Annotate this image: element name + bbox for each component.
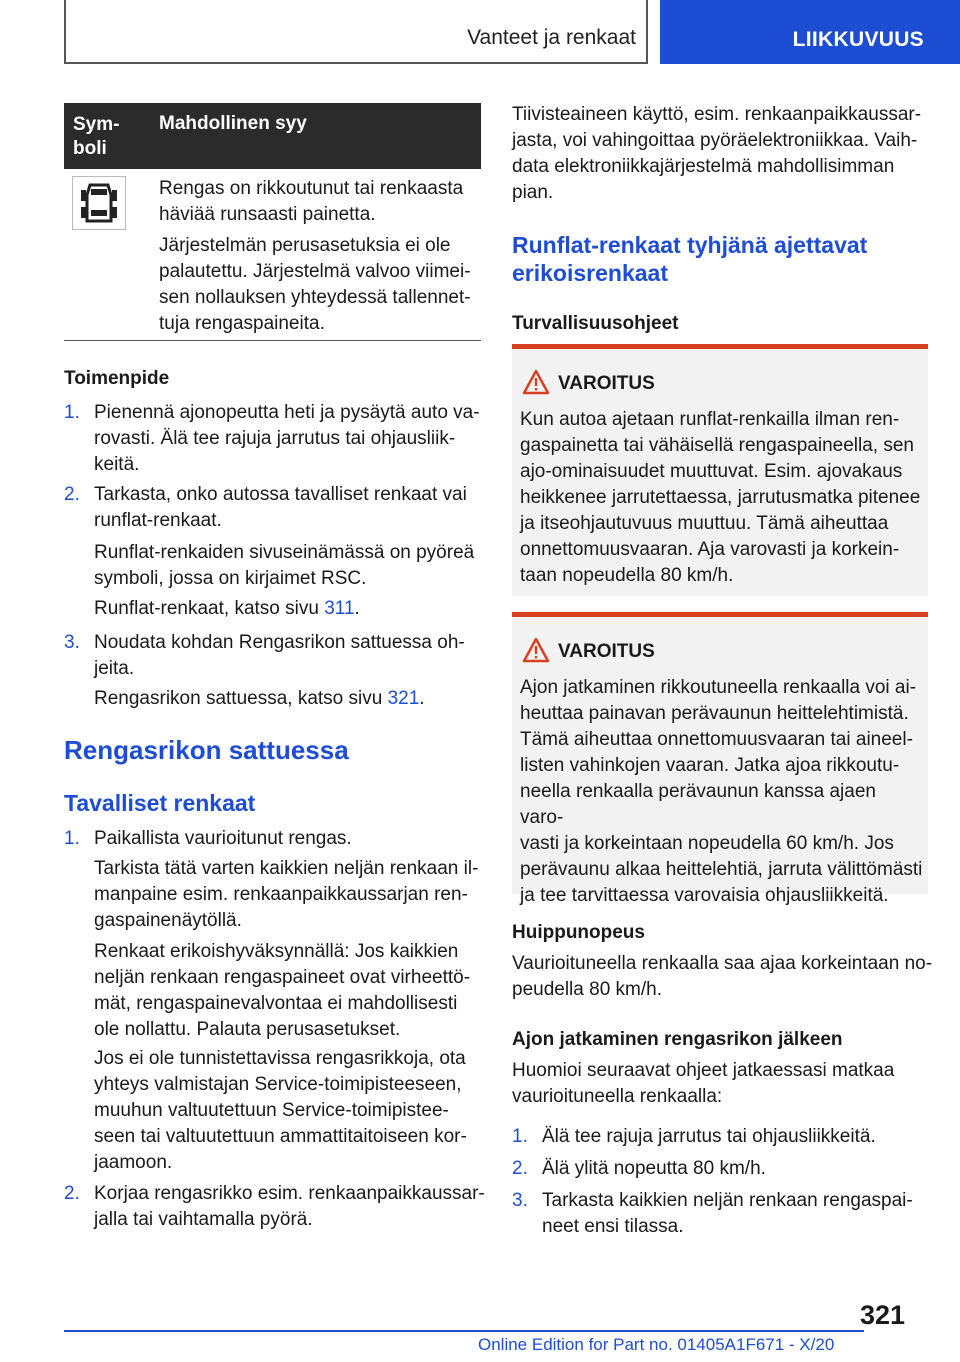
section-heading: Rengasrikon sattuessa <box>64 735 349 765</box>
warning-triangle-icon <box>522 369 550 395</box>
table-col-cause: Mahdollinen syy <box>159 113 307 134</box>
page-link-321[interactable]: 321 <box>387 688 420 709</box>
step-number: 2. <box>64 484 80 505</box>
warning-text: Ajon jatkaminen rikkoutuneella renkaalla voi ai- heuttaa painavan perävaunun heittelehtimistä. Tämä aiheuttaa onnettomuusvaaran tai aineel- listen vahinkojen vaaran. Jatka ajoa rikkoutu- neella renkaalla perävaunun kanssa ajaen varo- vasti ja korkeintaan nopeudella 60 km/h. Jos perävaunu alkaa heittelehtiä, jarruta välittömästi ja tee tarvittaessa varovaisia ohjausliikkeitä. <box>520 677 923 906</box>
action-step-2: Tarkasta, onko autossa tavalliset renkaat vai runflat-renkaat. <box>94 484 467 531</box>
header-chapter-label: LIIKKUVUUS <box>792 28 924 51</box>
continue-step-1: Älä tee rajuja jarrutus tai ohjausliikkeitä. <box>542 1126 876 1147</box>
ref-period: . <box>354 598 360 619</box>
ref-period: . <box>419 688 425 709</box>
step-number: 1. <box>64 828 80 849</box>
step-number: 3. <box>512 1190 528 1211</box>
header-chapter-tab <box>660 0 960 64</box>
page-link-311[interactable]: 311 <box>324 598 355 619</box>
warning-box-2 <box>512 612 928 906</box>
step-number: 2. <box>64 1183 80 1204</box>
continue-step-2: Älä ylitä nopeutta 80 km/h. <box>542 1158 766 1179</box>
action-step-2-note: Runflat-renkaiden sivuseinämässä on pyöreä symboli, jossa on kirjaimet RSC. <box>94 542 475 589</box>
tire-pressure-car-icon <box>72 176 126 230</box>
action-heading: Toimenpide <box>64 368 170 389</box>
step-number: 1. <box>512 1126 528 1147</box>
ref-text: Runflat-renkaat, katso sivu <box>94 598 325 619</box>
top-speed-heading: Huippunopeus <box>512 922 645 943</box>
table-cell-cause-2: Järjestelmän perusasetuksia ei ole palautettu. Järjestelmä valvoo viimei- sen nollauksen yhteydessä tallennet- tuja rengaspaineita. <box>159 235 471 334</box>
continue-step-3: Tarkasta kaikkien neljän renkaan rengaspai- neet ensi tilassa. <box>542 1190 913 1237</box>
warning-triangle-icon <box>522 637 550 663</box>
header-section-title: Vanteet ja renkaat <box>467 26 636 49</box>
footer-rule <box>64 1330 864 1332</box>
warning-title: VAROITUS <box>558 373 655 394</box>
step-number: 2. <box>512 1158 528 1179</box>
flat-step-2: Korjaa rengasrikko esim. renkaanpaikkaussar- jalla tai vaihtamalla pyörä. <box>94 1183 485 1230</box>
flat-step-1-note-c: Jos ei ole tunnistettavissa rengasrikkoja, ota yhteys valmistajan Service-toimipisteeseen, muuhun valtuutettuun Service-toimipistee- seen tai valtuutettuun ammattitaitoiseen kor- jaamoon. <box>94 1048 467 1173</box>
action-step-2-ref <box>94 596 360 622</box>
page-number: 321 <box>860 1300 906 1330</box>
continue-text: Huomioi seuraavat ohjeet jatkaessasi matkaa vaurioituneella renkaalla: <box>512 1060 895 1107</box>
sealant-intro: Tiivisteaineen käyttö, esim. renkaanpaikkaussar- jasta, voi vahingoittaa pyöräelektroniikkaa. Vaih- data elektroniikkajärjestelmä mahdollisimman pian. <box>512 104 922 203</box>
step-number: 3. <box>64 632 80 653</box>
top-speed-text: Vaurioituneella renkaalla saa ajaa korkeintaan no- peudella 80 km/h. <box>512 953 933 1000</box>
table-header <box>64 103 481 169</box>
flat-step-1-note-a: Tarkista tätä varten kaikkien neljän renkaan il- manpaine esim. renkaanpaikkaussarjan ren- gaspainenäytöllä. <box>94 858 479 931</box>
action-step-3-ref <box>94 686 425 712</box>
safety-heading: Turvallisuusohjeet <box>512 313 679 334</box>
flat-step-1-note-b: Renkaat erikoishyväksynnällä: Jos kaikkien neljän renkaan rengaspaineet ovat virheettö- mät, rengaspainevalvontaa ei mahdollisesti ole nollattu. Palauta perusasetukset. <box>94 941 471 1040</box>
runflat-heading: Runflat-renkaat tyhjänä ajettavat erikoisrenkaat <box>512 232 868 286</box>
ref-text: Rengasrikon sattuessa, katso sivu <box>94 688 388 709</box>
footer-edition: Online Edition for Part no. 01405A1F671 - X/20 <box>478 1335 835 1354</box>
table-bottom-rule <box>64 340 481 341</box>
table-col-symbol: Sym- boli <box>73 114 120 159</box>
action-step-3: Noudata kohdan Rengasrikon sattuessa oh- jeita. <box>94 632 465 679</box>
subsection-heading: Tavalliset renkaat <box>64 790 256 816</box>
action-step-1: Pienennä ajonopeutta heti ja pysäytä auto va- rovasti. Älä tee rajuja jarrutus tai ohjausliik- keitä. <box>94 402 480 475</box>
step-number: 1. <box>64 402 80 423</box>
warning-title: VAROITUS <box>558 641 655 662</box>
table-cell-cause-1: Rengas on rikkoutunut tai renkaasta häviää runsaasti painetta. <box>159 178 464 225</box>
continue-heading: Ajon jatkaminen rengasrikon jälkeen <box>512 1029 843 1050</box>
warning-box-1 <box>512 344 928 596</box>
flat-step-1: Paikallista vaurioitunut rengas. <box>94 828 352 849</box>
warning-text: Kun autoa ajetaan runflat-renkailla ilman ren- gaspainetta tai vähäisellä rengaspaineella, sen ajo-ominaisuudet muuttuvat. Esim. ajovakaus heikkenee jarrutettaessa, jarrutusmatka pitenee ja itseohjautuvuus muuttuu. Tämä aiheuttaa onnettomuusvaaran. Aja varovasti ja korkein- taan nopeudella 80 km/h. <box>520 409 921 586</box>
